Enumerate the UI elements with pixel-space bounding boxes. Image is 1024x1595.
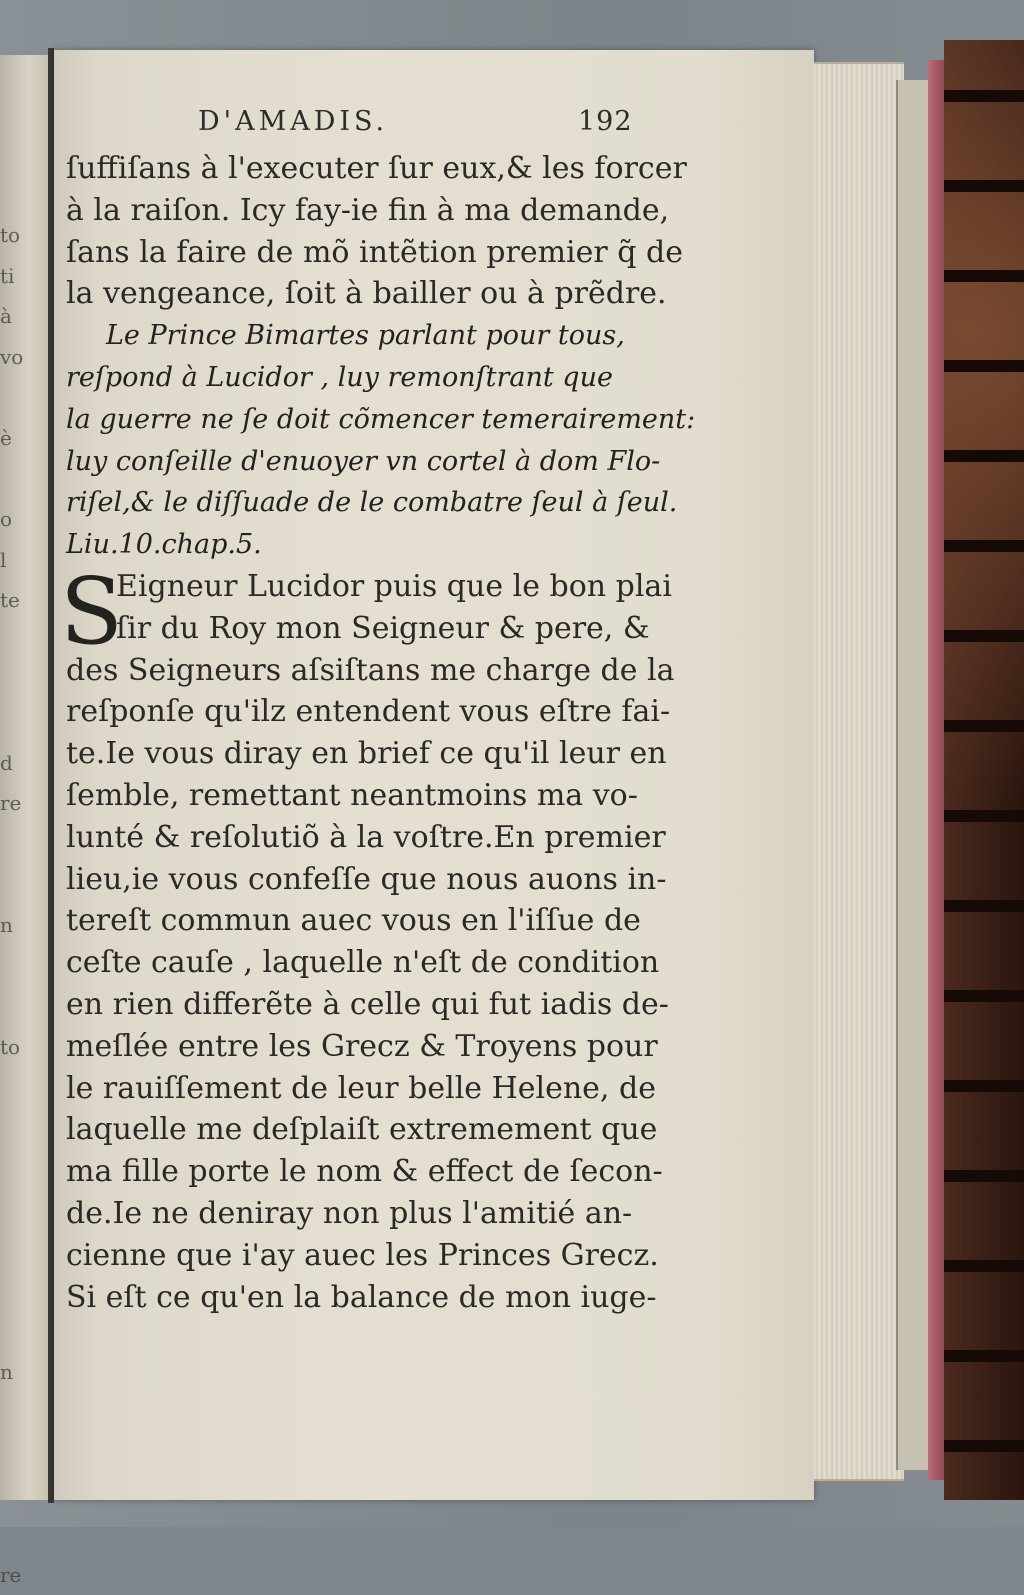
left-page-fragment — [0, 1270, 44, 1311]
left-page-fragment — [0, 824, 44, 865]
left-page-fragment — [0, 1189, 44, 1230]
book-cover — [944, 40, 1024, 1500]
text-block — [60, 148, 696, 1318]
text-line: tereſt commun auec vous en l'iſſue de — [66, 903, 641, 939]
left-page-fragment: vo — [0, 344, 24, 369]
summary-line: riſel,& le diſſuade de le combatre ſeul à ſeul. — [66, 487, 678, 519]
left-page-fragment: to — [0, 1034, 21, 1059]
left-page-fragment — [0, 1067, 44, 1108]
text-line: lunté & reſolutiõ à la voſtre.En premier — [66, 819, 666, 855]
left-page-fragment — [0, 621, 44, 662]
left-page-fragment — [0, 1230, 44, 1271]
left-page-fragment — [0, 1514, 44, 1555]
summary-line: la guerre ne ſe doit cõmencer temerairement: — [66, 403, 696, 435]
text-line: cienne que i'ay auec les Princes Grecz. — [66, 1237, 659, 1273]
chapter-summary — [66, 315, 696, 566]
running-head: D'AMADIS. — [198, 106, 389, 137]
left-page-fragment: re — [0, 791, 22, 816]
left-page-edge — [0, 55, 51, 1587]
left-page-fragment — [0, 946, 44, 987]
summary-line: Le Prince Bimartes parlant pour tous, — [106, 320, 625, 352]
page-fore-edge — [814, 62, 904, 1481]
page-edge-shadow — [896, 80, 930, 1470]
text-line: ceſte cauſe , laquelle n'eſt de condition — [66, 945, 660, 981]
text-line: ſuffiſans à l'executer ſur eux,& les forcer — [66, 151, 687, 186]
left-page-fragment — [0, 1311, 44, 1352]
left-page-fragment — [0, 662, 44, 703]
text-line: le rauiſſement de leur belle Helene, de — [66, 1070, 656, 1106]
left-page-fragment: d — [0, 750, 13, 775]
text-line: en rien differẽte à celle qui fut iadis de- — [66, 986, 669, 1022]
left-page-fragment — [0, 377, 44, 418]
left-page-fragment: re — [0, 1562, 22, 1587]
text-line: laquelle me deſplaiſt extremement que — [66, 1112, 658, 1148]
left-page-fragment — [0, 702, 44, 743]
left-page-fragment: l — [0, 547, 7, 572]
page-header — [60, 106, 700, 146]
left-page-fragment: à — [0, 304, 12, 329]
left-page-fragment: to — [0, 223, 21, 247]
text-line: reſponſe qu'ilz entendent vous eſtre fai- — [66, 694, 671, 730]
left-page-fragment: ti — [0, 263, 15, 288]
left-page-fragment: n — [0, 913, 13, 938]
left-page-fragment — [0, 865, 44, 906]
text-line: la vengeance, ſoit à bailler ou à prẽdre. — [66, 276, 667, 312]
left-page-fragment — [0, 1392, 44, 1433]
text-line: Eigneur Lucidor puis que le bon plai — [116, 568, 672, 604]
summary-line: luy conſeille d'enuoyer vn cortel à dom Flo- — [66, 445, 661, 477]
text-line: Si eſt ce qu'en la balance de mon iuge- — [66, 1279, 657, 1315]
text-line: ſans la faire de mõ intẽtion premier q̃ de — [66, 234, 683, 270]
text-line: lieu,ie vous confeſſe que nous auons in- — [66, 861, 667, 897]
left-page-fragment — [0, 986, 44, 1027]
text-line: ſemble, remettant neantmoins ma vo- — [66, 777, 638, 813]
text-line: ma fille porte le nom & effect de ſecon- — [66, 1154, 663, 1190]
left-page-fragment: è — [0, 425, 12, 450]
speech-paragraph — [60, 557, 686, 1318]
left-page-fragment: te — [0, 588, 20, 613]
text-line: meſlée entre les Grecz & Troyens pour — [66, 1028, 658, 1064]
left-page-fragments — [0, 215, 44, 1595]
text-line: des Seigneurs aſsiſtans me charge de la — [66, 652, 675, 688]
text-line: ſir du Roy mon Seigneur & pere, & — [116, 610, 650, 646]
left-page-fragment — [0, 1473, 44, 1514]
text-line: à la raiſon. Icy fay-ie fin à ma demande, — [66, 192, 670, 228]
left-page-fragment — [0, 1433, 44, 1474]
left-page-fragment — [0, 1149, 44, 1190]
text-line: te.Ie vous diray en brief ce qu'il leur en — [66, 736, 667, 772]
summary-line: Liu.10.chap.5. — [66, 529, 262, 561]
left-page-fragment: n — [0, 1359, 13, 1384]
paragraph-continuation — [66, 148, 686, 315]
text-line: de.Ie ne deniray non plus l'amitié an- — [66, 1195, 633, 1231]
page-number: 192 — [578, 106, 633, 137]
left-page-fragment — [0, 459, 44, 500]
left-page-fragment: o — [0, 507, 13, 532]
drop-cap: S — [60, 557, 124, 665]
left-page-fragment — [0, 1108, 44, 1149]
summary-line: reſpond à Lucidor , luy remonſtrant que — [66, 361, 613, 393]
